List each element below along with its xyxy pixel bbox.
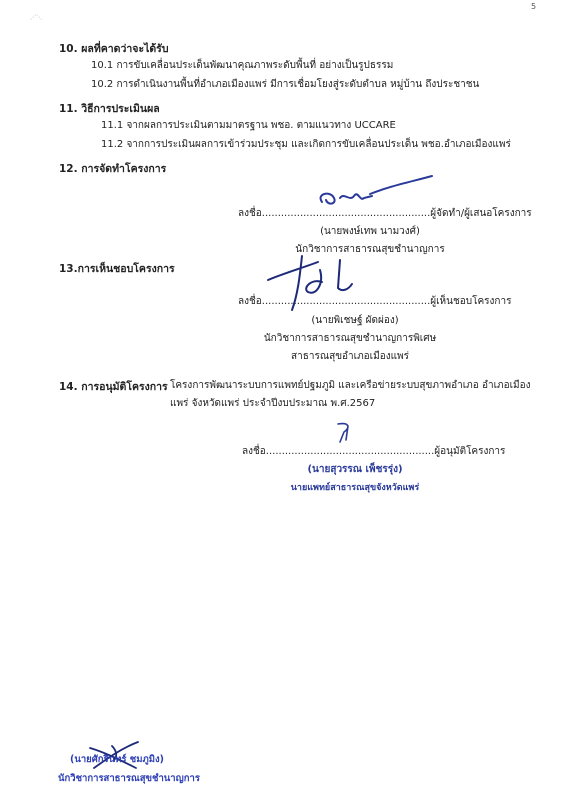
section-10-item-2: 10.2 การดำเนินงานพื้นที่อำเภอเมืองแพร่ มีการเชื่อมโยงสู่ระดับตำบล หมู่บ้าน ถึงประชาชน <box>91 79 480 90</box>
section-14-text-line-1: โครงการพัฒนาระบบการแพทย์ปฐมภูมิ และเครือข่ายระบบสุขภาพอำเภอ อำเภอเมือง <box>170 380 531 391</box>
section-12-sign-line: ลงชื่อ.....................................................ผู้จัดทำ/ผู้เสนอโครงการ <box>238 208 532 219</box>
section-13-heading: 13.การเห็นชอบโครงการ <box>59 263 175 275</box>
section-11-heading: 11. วิธีการประเมินผล <box>59 103 160 115</box>
section-12-heading: 12. การจัดทำโครงการ <box>59 163 167 175</box>
section-11-item-1: 11.1 จากผลการประเมินตามมาตรฐาน พชอ. ตามแนวทาง UCCARE <box>101 120 396 131</box>
footer-stamp-name: (นายศักรินทร์ ชมภูมิง) <box>70 754 165 765</box>
section-13-office: สาธารณสุขอำเภอเมืองแพร่ <box>291 351 409 362</box>
scan-speck: ⋰⋱ <box>30 14 42 21</box>
section-13-position: นักวิชาการสาธารณสุขชำนาญการพิเศษ <box>263 333 437 344</box>
section-14-text-line-2: แพร่ จังหวัดแพร่ ประจำปีงบประมาณ พ.ศ.2567 <box>170 398 376 409</box>
section-14-heading: 14. การอนุมัติโครงการ <box>59 381 168 393</box>
page-mark: 5 <box>531 2 537 11</box>
section-14-position: นายแพทย์สาธารณสุขจังหวัดแพร่ <box>290 483 420 493</box>
section-12-position: นักวิชาการสาธารณสุขชำนาญการ <box>295 244 445 255</box>
section-14-sign-line: ลงชื่อ.....................................................ผู้อนุมัติโครงการ <box>242 446 506 457</box>
section-13-name: (นายพิเชษฐ์ ผัดผ่อง) <box>311 315 399 326</box>
footer-stamp-position: นักวิชาการสาธารณสุขชำนาญการ <box>58 773 200 784</box>
section-11-item-2: 11.2 จากการประเมินผลการเข้าร่วมประชุม และเกิดการขับเคลื่อนประเด็น พชอ.อำเภอเมืองแพร่ <box>101 139 511 150</box>
signature-approver-section14 <box>330 420 360 446</box>
section-12-name: (นายพงษ์เทพ นามวงศ์) <box>320 226 420 237</box>
section-10-item-1: 10.1 การขับเคลื่อนประเด็นพัฒนาคุณภาพระดับพื้นที่ อย่างเป็นรูปธรรม <box>91 60 394 71</box>
section-14-name: (นายสุวรรณ เพ็ชรรุ่ง) <box>307 464 403 475</box>
section-13-sign-line: ลงชื่อ.....................................................ผู้เห็นชอบโครงการ <box>238 296 512 307</box>
section-10-heading: 10. ผลที่คาดว่าจะได้รับ <box>59 43 169 55</box>
